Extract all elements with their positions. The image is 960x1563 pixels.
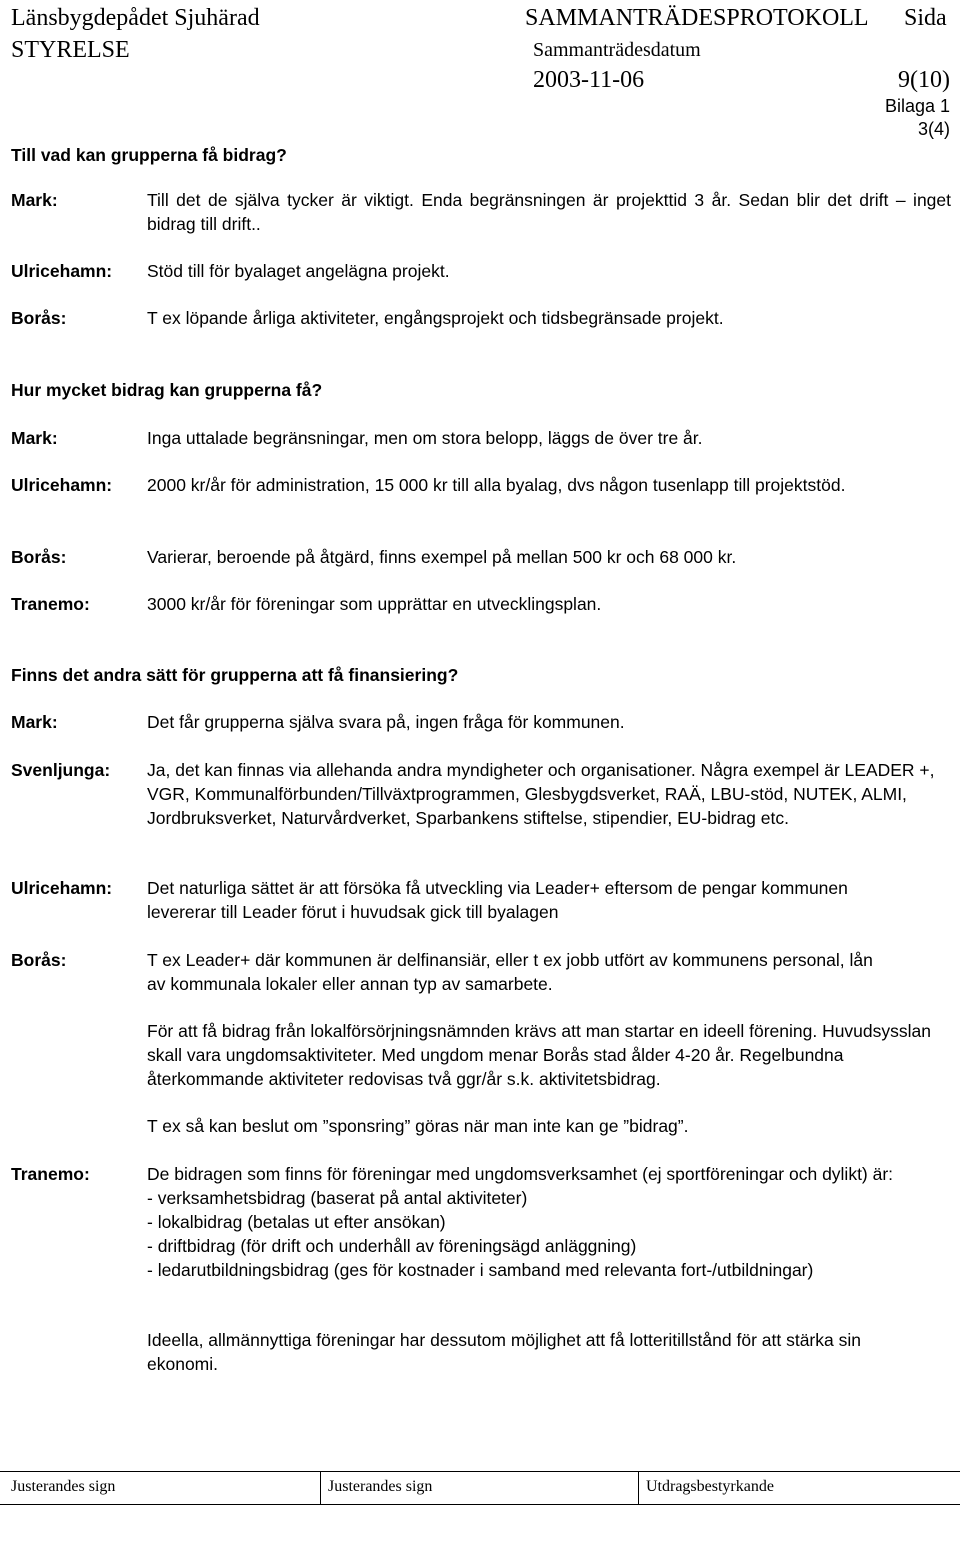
section-heading-amount: Hur mycket bidrag kan grupperna få?: [11, 380, 323, 400]
footer-extract-certification: Utdragsbestyrkande: [646, 1478, 774, 1495]
date-label: Sammanträdesdatum: [533, 39, 701, 61]
footer-signature-1: Justerandes sign: [11, 1478, 116, 1495]
answer-svenljunga: Ja, det kan finnas via allehanda andra myndigheter och organisationer. Några exempel är LEADER +, VGR, Kommunalförbunden/Tillväxtprogrammen, Glesbygdsverket, RAÄ, LBU-stöd, NUTEK, ALMI, Jordbruksverket, Naturvårdverket, Sparbankens stiftelse, stipendier, EU-bidrag etc.: [147, 760, 935, 828]
organization-name: Länsbygdерådet Sjuhärad: [11, 5, 260, 31]
attachment-page: 3(4): [917, 119, 950, 139]
answer-boras-paragraph-3: T ex så kan beslut om ”sponsring” göras när man inte kan ge ”bidrag”.: [147, 1116, 689, 1136]
answer-tranemo: 3000 kr/år för föreningar som upprättar en utvecklingsplan.: [147, 594, 602, 614]
answer-boras-paragraph-1: T ex Leader+ där kommunen är delfinansiär, eller t ex jobb utfört av kommunens personal, lån av kommunala lokaler eller annan typ av samarbete.: [147, 950, 873, 994]
answer-ulricehamn: Stöd till för byalaget angelägna projekt.: [147, 261, 450, 281]
answer-ulricehamn: Det naturliga sättet är att försöka få utveckling via Leader+ eftersom de pengar kommunen levererar till Leader förut i huvudsak gick till byalagen: [147, 878, 848, 922]
municipality-label-boras: Borås:: [11, 950, 67, 970]
footer-bottom-border: [0, 1504, 960, 1505]
municipality-label-ulricehamn: Ulricehamn:: [11, 878, 113, 898]
municipality-label-ulricehamn: Ulricehamn:: [11, 475, 113, 495]
section-heading-financing: Finns det andra sätt för grupperna att få finansiering?: [11, 665, 459, 685]
tranemo-intro: De bidragen som finns för föreningar med ungdomsverksamhet (ej sportföreningar och dylikt) är:: [147, 1164, 894, 1184]
list-item: - driftbidrag (för drift och underhåll av föreningsägd anläggning): [147, 1236, 637, 1256]
list-item: - ledarutbildningsbidrag (ges för kostnader i samband med relevanta fort-/utbildningar): [147, 1260, 814, 1280]
municipality-label-mark: Mark:: [11, 712, 58, 732]
answer-mark: Det får grupperna själva svara på, ingen fråga för kommunen.: [147, 712, 625, 732]
page-label: Sida: [904, 5, 947, 31]
answer-mark: Till det de själva tycker är viktigt. Enda begränsningen är projekttid 3 år. Sedan blir det drift – inget bidrag till drift..: [147, 190, 951, 234]
answer-tranemo: [147, 1162, 951, 1282]
attachment-label: Bilaga 1: [884, 96, 950, 116]
footer-signature-2: Justerandes sign: [328, 1478, 433, 1495]
municipality-label-mark: Mark:: [11, 190, 58, 210]
footer-divider: [638, 1471, 639, 1505]
municipality-label-boras: Borås:: [11, 308, 67, 328]
footer-top-border: [0, 1471, 960, 1472]
answer-ulricehamn: 2000 kr/år för administration, 15 000 kr till alla byalag, dvs någon tusenlapp till projektstöd.: [147, 475, 846, 495]
municipality-label-tranemo: Tranemo:: [11, 594, 90, 614]
meeting-date: 2003-11-06: [533, 67, 645, 93]
organization-unit: STYRELSE: [11, 37, 130, 63]
answer-mark: Inga uttalade begränsningar, men om stora belopp, läggs de över tre år.: [147, 428, 703, 448]
page-number: 9(10): [898, 67, 950, 93]
list-item: - lokalbidrag (betalas ut efter ansökan): [147, 1212, 446, 1232]
answer-boras-paragraph-2: För att få bidrag från lokalförsörjningsnämnden krävs att man startar en ideell förening. Huvudsysslan skall vara ungdomsaktiviteter. Med ungdom menar Borås stad ålder 4-20 år. Regelbundna återkommande aktiviteter redovisas två ggr/år s.k. aktivitetsbidrag.: [147, 1021, 932, 1089]
answer-boras: Varierar, beroende på åtgärd, finns exempel på mellan 500 kr och 68 000 kr.: [147, 547, 737, 567]
municipality-label-ulricehamn: Ulricehamn:: [11, 261, 113, 281]
answer-boras: T ex löpande årliga aktiviteter, engångsprojekt och tidsbegränsade projekt.: [147, 308, 724, 328]
municipality-label-boras: Borås:: [11, 547, 67, 567]
document-type: SAMMANTRÄDESPROTOKOLL: [525, 5, 869, 31]
municipality-label-mark: Mark:: [11, 428, 58, 448]
municipality-label-tranemo: Tranemo:: [11, 1164, 90, 1184]
footer-divider: [320, 1471, 321, 1505]
answer-tranemo-outro: Ideella, allmännyttiga föreningar har dessutom möjlighet att få lotteritillstånd för att stärka sin ekonomi.: [147, 1330, 861, 1374]
municipality-label-svenljunga: Svenljunga:: [11, 760, 111, 780]
section-heading-purpose: Till vad kan grupperna få bidrag?: [11, 145, 287, 165]
list-item: - verksamhetsbidrag (baserat på antal aktiviteter): [147, 1188, 528, 1208]
